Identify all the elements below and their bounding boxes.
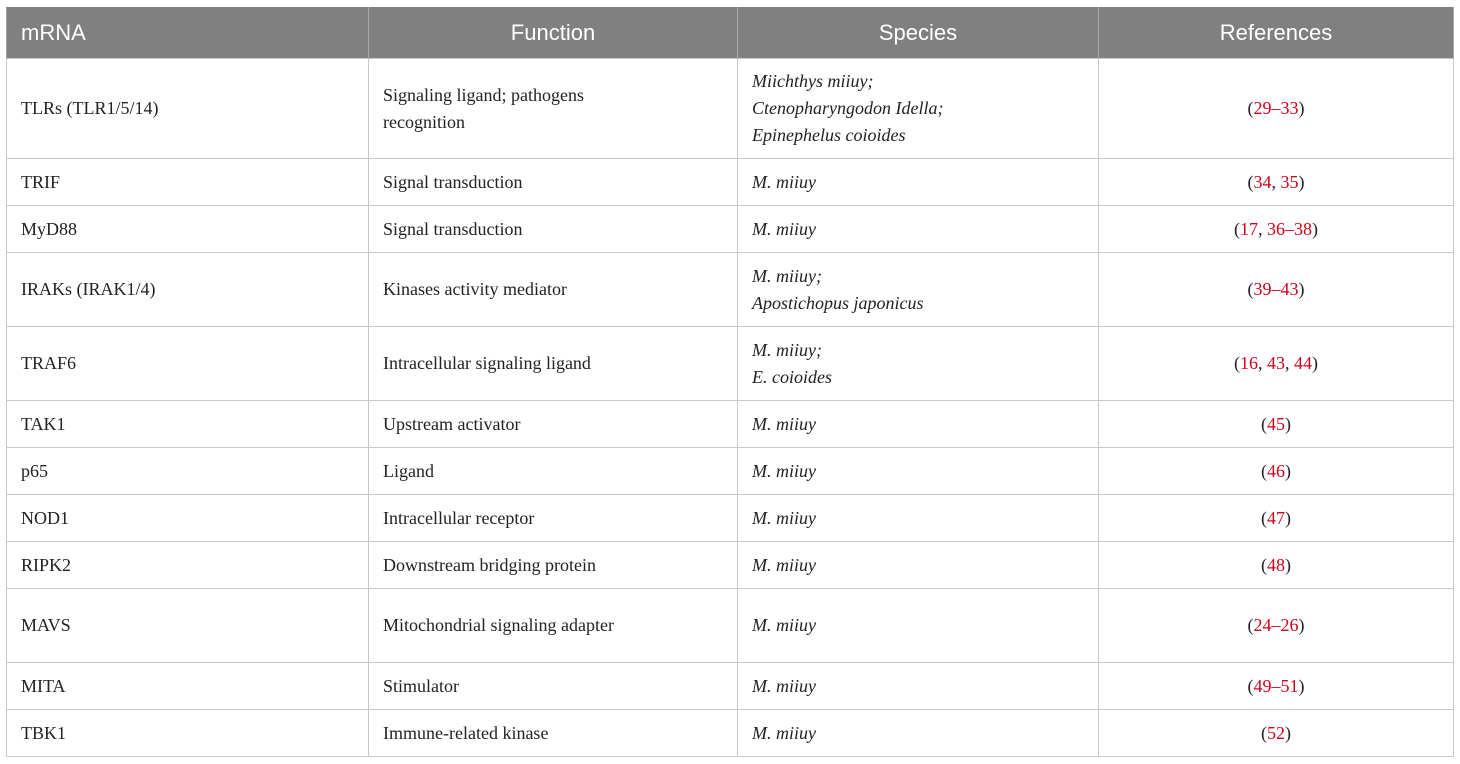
reference-separator: , — [1258, 353, 1267, 373]
paren-open: ( — [1247, 98, 1254, 118]
reference-link[interactable]: 36–38 — [1267, 218, 1312, 239]
mrna-cell: TAK1 — [7, 401, 369, 448]
species-cell — [738, 448, 1099, 495]
function-cell — [369, 327, 738, 401]
reference-link[interactable]: 52 — [1267, 722, 1285, 743]
mrna-function-table — [6, 7, 1454, 757]
species-cell — [738, 589, 1099, 663]
reference-separator: , — [1271, 171, 1281, 192]
function-text: Signaling ligand; pathogens recognition — [383, 84, 584, 132]
mrna-cell: IRAKs (IRAK1/4) — [7, 253, 369, 327]
reference-link[interactable]: 34 — [1253, 171, 1272, 192]
header-row — [7, 8, 1454, 59]
mrna-cell: TBK1 — [7, 710, 369, 757]
table-row — [7, 253, 1454, 327]
table-row — [7, 401, 1454, 448]
function-cell — [369, 663, 738, 710]
function-text: Signal transduction — [383, 171, 523, 192]
function-text: Mitochondrial signaling adapter — [383, 615, 614, 635]
species-name: Apostichopus japonicus — [752, 292, 924, 313]
species-name: Epinephelus coioides — [752, 125, 906, 145]
species-name: M. miiuy — [752, 460, 816, 481]
mrna-cell: p65 — [7, 448, 369, 495]
table-row — [7, 542, 1454, 589]
species-name: M. miiuy; — [752, 339, 822, 360]
paren-close: ) — [1298, 279, 1305, 299]
species-cell — [738, 206, 1099, 253]
function-cell — [369, 448, 738, 495]
paren-open: ( — [1261, 507, 1267, 528]
mrna-cell: MyD88 — [7, 206, 369, 253]
species-name: Miichthys miiuy; — [752, 71, 874, 91]
species-cell — [738, 495, 1099, 542]
species-name: M. miiuy — [752, 507, 816, 528]
function-cell — [369, 710, 738, 757]
species-name: M. miiuy — [752, 675, 816, 696]
references-cell — [1099, 327, 1454, 401]
paren-close: ) — [1312, 218, 1318, 239]
function-text: Kinases activity mediator — [383, 279, 567, 299]
table-row — [7, 448, 1454, 495]
table-header — [7, 8, 1454, 59]
function-text: Intracellular receptor — [383, 507, 535, 528]
paren-open: ( — [1261, 413, 1267, 434]
function-cell — [369, 401, 738, 448]
reference-link[interactable]: 49–51 — [1253, 675, 1299, 696]
mrna-cell: TLRs (TLR1/5/14) — [7, 59, 369, 159]
reference-link[interactable]: 35 — [1280, 171, 1299, 192]
reference-link[interactable]: 47 — [1267, 507, 1285, 528]
species-name: M. miiuy — [752, 722, 816, 743]
paren-open: ( — [1247, 615, 1254, 635]
species-name: M. miiuy; — [752, 265, 822, 286]
species-cell — [738, 159, 1099, 206]
paren-open: ( — [1247, 675, 1254, 696]
references-cell — [1099, 542, 1454, 589]
paren-close: ) — [1298, 98, 1305, 118]
table-row — [7, 327, 1454, 401]
references-cell — [1099, 401, 1454, 448]
mrna-cell: RIPK2 — [7, 542, 369, 589]
reference-link[interactable]: 46 — [1267, 460, 1285, 481]
table-body — [7, 59, 1454, 757]
function-cell — [369, 542, 738, 589]
paren-close: ) — [1285, 413, 1291, 434]
function-cell — [369, 159, 738, 206]
references-cell — [1099, 206, 1454, 253]
reference-link[interactable]: 24–26 — [1253, 615, 1299, 635]
table-row — [7, 495, 1454, 542]
references-cell — [1099, 253, 1454, 327]
mrna-cell: NOD1 — [7, 495, 369, 542]
species-cell — [738, 542, 1099, 589]
species-name: Ctenopharyngodon Idella; — [752, 98, 944, 118]
references-cell — [1099, 589, 1454, 663]
function-text: Immune-related kinase — [383, 722, 549, 743]
paren-open: ( — [1247, 279, 1254, 299]
references-cell — [1099, 710, 1454, 757]
function-cell — [369, 206, 738, 253]
paren-close: ) — [1298, 171, 1305, 192]
references-cell — [1099, 495, 1454, 542]
function-text: Intracellular signaling ligand — [383, 353, 591, 373]
species-name: M. miiuy — [752, 554, 816, 575]
references-cell — [1099, 159, 1454, 206]
species-cell — [738, 710, 1099, 757]
function-text: Signal transduction — [383, 218, 523, 239]
function-text: Upstream activator — [383, 413, 521, 434]
species-cell — [738, 253, 1099, 327]
species-cell — [738, 663, 1099, 710]
species-cell — [738, 59, 1099, 159]
header-species: Species — [738, 8, 1099, 59]
species-name: M. miiuy — [752, 171, 816, 192]
paren-open: ( — [1261, 460, 1267, 481]
paren-close: ) — [1285, 460, 1291, 481]
paren-close: ) — [1285, 507, 1291, 528]
mrna-cell: TRIF — [7, 159, 369, 206]
header-mrna: mRNA — [7, 8, 369, 59]
paren-close: ) — [1285, 722, 1291, 743]
function-text: Downstream bridging protein — [383, 554, 596, 575]
reference-link[interactable]: 45 — [1267, 413, 1285, 434]
table-row — [7, 206, 1454, 253]
species-name: M. miiuy — [752, 413, 816, 434]
function-cell — [369, 495, 738, 542]
paren-close: ) — [1285, 554, 1291, 575]
mrna-cell: MITA — [7, 663, 369, 710]
reference-link[interactable]: 39–43 — [1253, 279, 1299, 299]
function-cell — [369, 589, 738, 663]
mrna-cell: TRAF6 — [7, 327, 369, 401]
function-text: Ligand — [383, 460, 434, 481]
paren-open: ( — [1234, 353, 1240, 373]
reference-link[interactable]: 48 — [1267, 554, 1285, 575]
function-cell — [369, 253, 738, 327]
reference-link[interactable]: 44 — [1294, 353, 1312, 373]
paren-close: ) — [1298, 675, 1305, 696]
table-row — [7, 710, 1454, 757]
species-name: E. coioides — [752, 366, 832, 387]
table-row — [7, 663, 1454, 710]
species-name: M. miiuy — [752, 615, 816, 635]
paren-open: ( — [1234, 218, 1240, 239]
reference-link[interactable]: 29–33 — [1253, 98, 1299, 118]
mrna-cell: MAVS — [7, 589, 369, 663]
references-cell — [1099, 663, 1454, 710]
references-cell — [1099, 448, 1454, 495]
paren-open: ( — [1261, 722, 1267, 743]
paren-close: ) — [1298, 615, 1305, 635]
table-row — [7, 589, 1454, 663]
function-text: Stimulator — [383, 675, 459, 696]
reference-link[interactable]: 43 — [1267, 353, 1285, 373]
species-cell — [738, 327, 1099, 401]
table-row — [7, 59, 1454, 159]
references-cell — [1099, 59, 1454, 159]
paren-close: ) — [1312, 353, 1318, 373]
paren-open: ( — [1247, 171, 1254, 192]
paren-open: ( — [1261, 554, 1267, 575]
species-cell — [738, 401, 1099, 448]
header-references: References — [1099, 8, 1454, 59]
reference-link[interactable]: 17 — [1240, 218, 1258, 239]
reference-link[interactable]: 16 — [1240, 353, 1258, 373]
header-function: Function — [369, 8, 738, 59]
reference-separator: , — [1285, 353, 1294, 373]
table-row — [7, 159, 1454, 206]
reference-separator: , — [1258, 218, 1267, 239]
function-cell — [369, 59, 738, 159]
species-name: M. miiuy — [752, 218, 816, 239]
